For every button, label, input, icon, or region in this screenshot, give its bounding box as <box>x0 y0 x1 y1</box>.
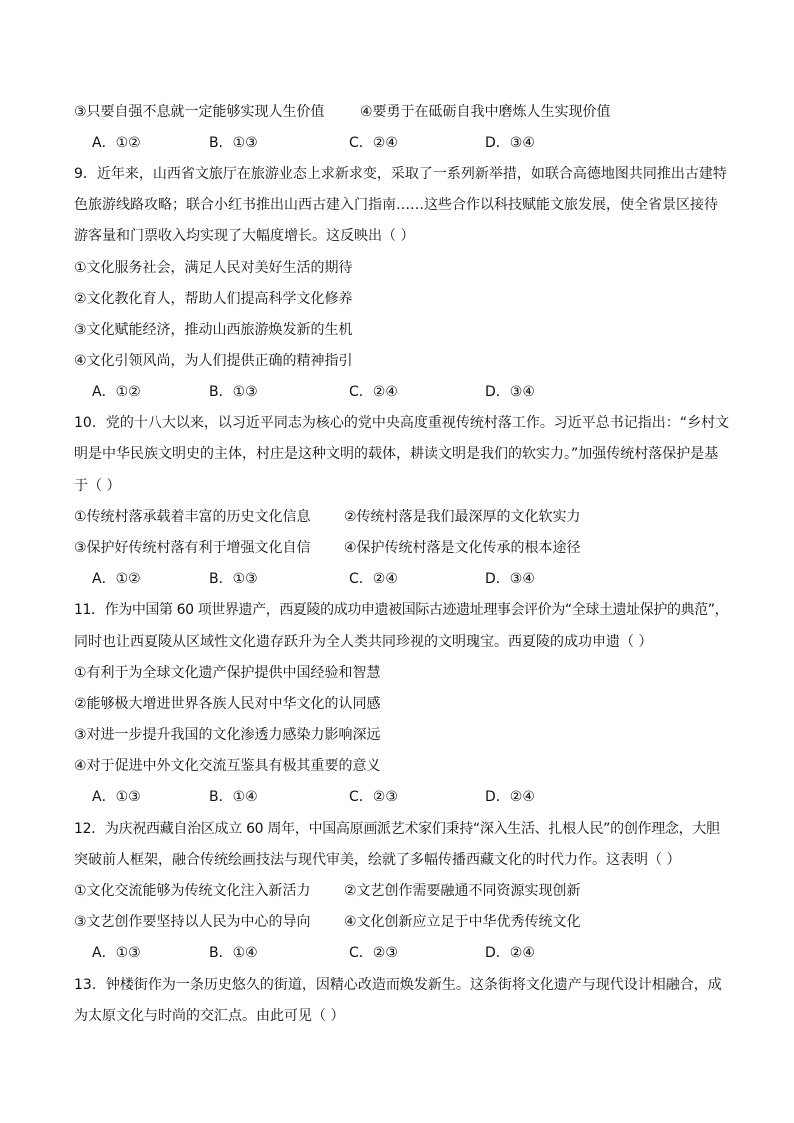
q10-stem-line-3: 于（ ） <box>74 478 121 494</box>
q9-choice-a[interactable]: A．①② <box>92 384 141 400</box>
q11-choice-c[interactable]: C．②③ <box>349 789 398 805</box>
q12-option-4: ④文化创新应立足于中华优秀传统文化 <box>344 914 581 930</box>
q9-stem-line-2: 色旅游线路攻略；联合小红书推出山西古建入门指南……这些合作以科技赋能文旅发展，使全省景区接待 <box>74 197 718 213</box>
q9-stem-line-1: 9．近年来，山西省文旅厅在旅游业态上求新求变，采取了一系列新举措，如联合高德地图共同推出古建特 <box>74 166 727 182</box>
q9-option-3: ③文化赋能经济，推动山西旅游焕发新的生机 <box>74 322 353 338</box>
q11-choice-a[interactable]: A．①③ <box>92 789 141 805</box>
q11-choice-d[interactable]: D．②④ <box>485 789 535 805</box>
q12-option-2: ②文艺创作需要融通不同资源实现创新 <box>344 883 581 899</box>
q9-option-1: ①文化服务社会，满足人民对美好生活的期待 <box>74 260 353 276</box>
q9-option-4: ④文化引领风尚，为人们提供正确的精神指引 <box>74 353 353 369</box>
q11-choice-b[interactable]: B．①④ <box>209 789 258 805</box>
q8-option-4: ④要勇于在砥砺自我中磨炼人生实现价值 <box>360 104 611 120</box>
q11-stem-line-2: 同时也让西夏陵从区域性文化遗存跃升为全人类共同珍视的文明瑰宝。西夏陵的成功申遗（ ） <box>74 634 653 650</box>
q10-option-3: ③保护好传统村落有利于增强文化自信 <box>74 540 311 556</box>
q9-option-2: ②文化教化育人，帮助人们提高科学文化修养 <box>74 291 353 307</box>
q10-choice-b[interactable]: B．①③ <box>209 571 258 587</box>
q8-choice-b[interactable]: B．①③ <box>209 135 258 151</box>
q8-option-3: ③只要自强不息就一定能够实现人生价值 <box>74 104 325 120</box>
q12-choice-a[interactable]: A．①③ <box>92 945 141 961</box>
q12-choice-b[interactable]: B．①④ <box>209 945 258 961</box>
q10-stem-line-2: 明是中华民族文明史的主体，村庄是这种文明的载体，耕读文明是我们的软实力。”加强传统村落保护是基 <box>74 446 719 462</box>
q10-option-4: ④保护传统村落是文化传承的根本途径 <box>344 540 581 556</box>
q12-stem-line-1: 12．为庆祝西藏自治区成立 60 周年，中国高原画派艺术家们秉持“深入生活、扎根人民”的创作理念，大胆 <box>74 821 720 837</box>
q10-stem-line-1: 10．党的十八大以来，以习近平同志为核心的党中央高度重视传统村落工作。习近平总书记指出：“乡村文 <box>74 415 730 431</box>
q12-choice-d[interactable]: D．②④ <box>485 945 535 961</box>
q8-choice-a[interactable]: A．①② <box>92 135 141 151</box>
q10-choice-d[interactable]: D．③④ <box>485 571 535 587</box>
q9-stem-line-3: 游客量和门票收入均实现了大幅度增长。这反映出（ ） <box>74 228 415 244</box>
q10-choice-a[interactable]: A．①② <box>92 571 141 587</box>
q12-stem-line-2: 突破前人框架，融合传统绘画技法与现代审美，绘就了多幅传播西藏文化的时代力作。这表明（ ） <box>74 852 681 868</box>
q12-option-3: ③文艺创作要坚持以人民为中心的导向 <box>74 914 311 930</box>
q13-stem-line-2: 为太原文化与时尚的交汇点。由此可见（ ） <box>74 1008 345 1024</box>
q10-option-1: ①传统村落承载着丰富的历史文化信息 <box>74 509 311 525</box>
q10-option-2: ②传统村落是我们最深厚的文化软实力 <box>344 509 581 525</box>
q9-choice-d[interactable]: D．③④ <box>485 384 535 400</box>
q12-choice-c[interactable]: C．②③ <box>349 945 398 961</box>
q11-stem-line-1: 11．作为中国第 60 项世界遗产，西夏陵的成功申遗被国际古迹遗址理事会评价为“全球土遗址保护的典范”， <box>74 602 729 618</box>
q11-option-2: ②能够极大增进世界各族人民对中华文化的认同感 <box>74 696 381 712</box>
q11-option-1: ①有利于为全球文化遗产保护提供中国经验和智慧 <box>74 665 381 681</box>
q8-choice-d[interactable]: D．③④ <box>485 135 535 151</box>
q11-option-4: ④对于促进中外文化交流互鉴具有极其重要的意义 <box>74 758 381 774</box>
q12-option-1: ①文化交流能够为传统文化注入新活力 <box>74 883 311 899</box>
q11-option-3: ③对进一步提升我国的文化渗透力感染力影响深远 <box>74 727 381 743</box>
q13-stem-line-1: 13．钟楼街作为一条历史悠久的街道，因精心改造而焕发新生。这条街将文化遗产与现代设计相融合，成 <box>74 977 722 993</box>
q9-choice-c[interactable]: C．②④ <box>349 384 398 400</box>
q8-choice-c[interactable]: C．②④ <box>349 135 398 151</box>
q10-choice-c[interactable]: C．②④ <box>349 571 398 587</box>
q9-choice-b[interactable]: B．①③ <box>209 384 258 400</box>
